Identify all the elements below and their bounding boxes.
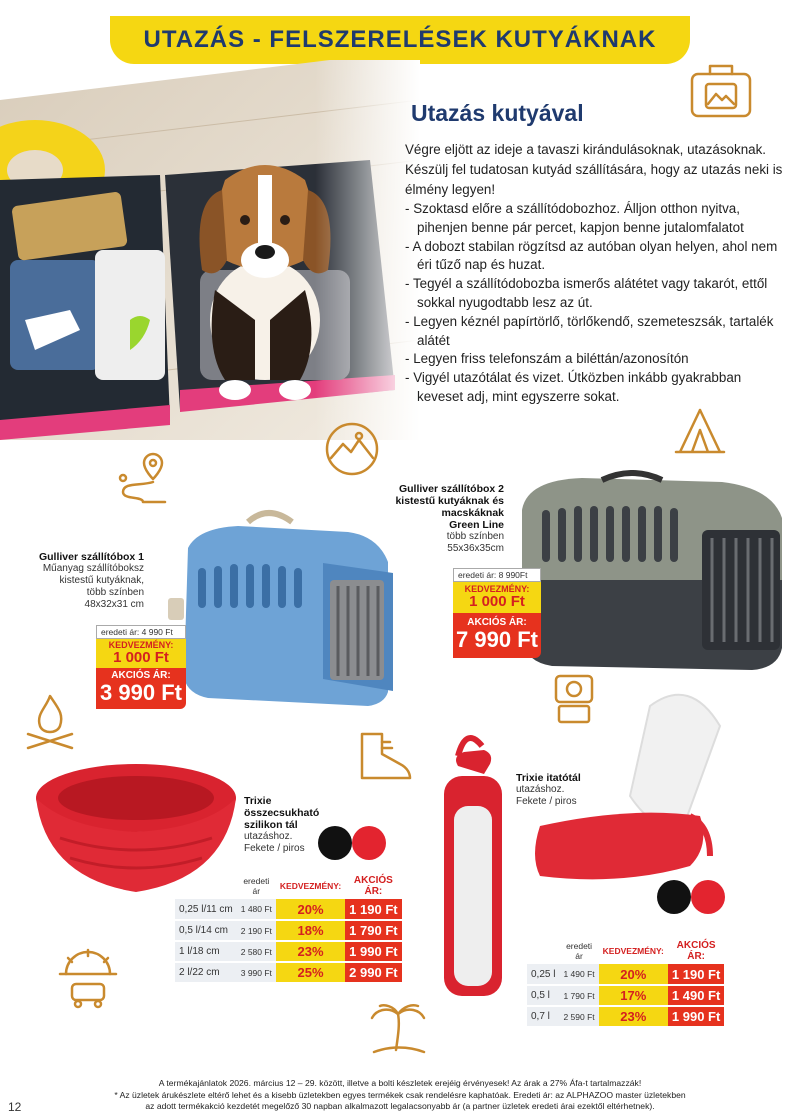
size-cell: 0,5 l/14 cm [175, 920, 237, 941]
original-price-cell: 1 490 Ft [559, 964, 598, 985]
footer-disclaimer [0, 1078, 800, 1113]
sale-price-cell: 2 990 Ft [345, 962, 401, 983]
product-box1-desc-line: 48x32x31 cm [84, 599, 144, 610]
original-price-cell: 1 790 Ft [559, 985, 598, 1006]
product-bowl-name-line: szilikon tál [244, 819, 298, 831]
table-row [527, 985, 724, 1006]
original-price-cell: 3 990 Ft [237, 962, 276, 983]
discount-cell: 25% [276, 962, 345, 983]
discount-cell: 20% [599, 964, 668, 985]
product-box1-desc-line: több színben [86, 587, 144, 598]
product-box1-desc-line: Műanyag szállítóboksz [42, 563, 144, 574]
tips-list [405, 200, 785, 407]
page-title: UTAZÁS - FELSZERELÉSEK KUTYÁKNAK [143, 26, 657, 53]
sale-price-cell: 1 790 Ft [345, 920, 401, 941]
table-row [175, 941, 402, 962]
original-price-cell: 1 480 Ft [237, 899, 276, 920]
col-header-original: eredeti ár [566, 941, 593, 961]
color-swatch-red [352, 826, 386, 860]
tip-item: - Legyen friss telefonszám a biléttán/azonosítón [405, 350, 785, 369]
sale-price-cell: 1 190 Ft [668, 964, 724, 985]
product-bottle-desc-line: Fekete / piros [516, 796, 577, 807]
footer-line: az adott termékakció kezdetét megelőző 30 napban alkalmazott legalacsonyabb ár (a partner üzletek eredeti árai ezektől eltérhetnek). [145, 1101, 655, 1111]
size-cell: 1 l/18 cm [175, 941, 237, 962]
color-swatch-black [657, 880, 691, 914]
bowl-price-table [175, 875, 402, 984]
product-box1-name: Gulliver szállítóbox 1 [38, 551, 144, 563]
discount-label: KEDVEZMÉNY: [464, 584, 530, 594]
sale-price-cell: 1 190 Ft [345, 899, 401, 920]
table-row [527, 964, 724, 985]
original-price: eredeti ár: 4 990 Ft [96, 625, 186, 639]
table-row [175, 920, 402, 941]
color-swatch-red [691, 880, 725, 914]
page-number: 12 [8, 1100, 22, 1114]
product-box1-info [20, 551, 144, 611]
original-price: eredeti ár: 8 990Ft [453, 568, 541, 582]
sale-price-label: AKCIÓS ÁR: [111, 670, 171, 681]
size-cell: 0,7 l [527, 1006, 559, 1027]
discount-value: 1 000 Ft [113, 649, 169, 666]
bottle-price-table [527, 940, 724, 1028]
sale-price-label: AKCIÓS ÁR: [467, 617, 527, 628]
sale-price-box [453, 613, 541, 658]
sale-price-value: 3 990 Ft [100, 680, 182, 705]
size-cell: 0,25 l/11 cm [175, 899, 237, 920]
product-box2-name-line: macskáknak [441, 507, 504, 519]
article-title: Utazás kutyával [411, 100, 584, 126]
product-bowl-name-line: Trixie [244, 795, 272, 807]
original-price-cell: 2 590 Ft [559, 1006, 598, 1027]
col-header-discount: KEDVEZMÉNY: [279, 881, 342, 891]
article-intro: Végre eljött az ideje a tavaszi kirándulásoknak, utazásoknak. Készülj fel tudatosan kutyád szállítására, hogy az utazás neki is élmény legyen! [405, 142, 783, 197]
tent-icon [672, 404, 728, 458]
sale-price-cell: 1 990 Ft [345, 941, 401, 962]
sale-price-cell: 1 490 Ft [668, 985, 724, 1006]
table-row [527, 1006, 724, 1027]
discount-label: KEDVEZMÉNY: [108, 640, 174, 650]
grey-pet-carrier-image [512, 470, 794, 670]
tip-item: - Tegyél a szállítódobozba ismerős alátétet vagy takarót, ettől sokkal nyugodtabb lesz az út. [405, 275, 785, 313]
sale-price-value: 7 990 Ft [456, 627, 538, 652]
table-row [175, 962, 402, 983]
col-header-sale: AKCIÓS ÁR: [676, 940, 716, 962]
mountain-badge-icon [323, 420, 381, 478]
col-header-sale: AKCIÓS ÁR: [353, 875, 393, 897]
tip-item: - Szoktasd előre a szállítódobozhoz. Álljon otthon nyitva, pihenjen benne pár percet, kapjon benne jutalomfalatot [405, 200, 785, 238]
color-swatch-black [318, 826, 352, 860]
price-tag-box2 [453, 568, 541, 658]
product-bowl-desc-line: Fekete / piros [244, 843, 305, 854]
price-tag-box1 [96, 625, 186, 709]
product-box1-desc-line: kistestű kutyáknak, [59, 575, 144, 586]
sale-price-box [96, 668, 186, 709]
product-box2-name-line: Gulliver szállítóbox 2 [398, 483, 504, 495]
discount-cell: 18% [276, 920, 345, 941]
campfire-icon [22, 690, 78, 754]
table-row [175, 899, 402, 920]
sale-price-cell: 1 990 Ft [668, 1006, 724, 1027]
original-price-cell: 2 190 Ft [237, 920, 276, 941]
product-bowl-desc-line: utazáshoz. [244, 831, 293, 842]
original-price-cell: 2 580 Ft [237, 941, 276, 962]
size-cell: 2 l/22 cm [175, 962, 237, 983]
discount-cell: 17% [599, 985, 668, 1006]
suitcase-icon [688, 60, 756, 122]
dog-in-suitcase-illustration [0, 60, 420, 440]
tip-item: - Legyen kéznél papírtörlő, törlőkendő, szemeteszsák, tartalék alátét [405, 313, 785, 351]
footer-line: A termékajánlatok 2026. március 12 – 29. között, illetve a bolti készletek erejéig érvényesek! Az árak a 27% Áfa-t tartalmazzák! [158, 1078, 642, 1088]
discount-value: 1 000 Ft [469, 593, 525, 610]
hero-image [0, 60, 420, 440]
size-cell: 0,5 l [527, 985, 559, 1006]
product-bottle-desc-line: utazáshoz. [516, 784, 565, 795]
palm-island-icon [366, 1000, 430, 1058]
discount-cell: 23% [276, 941, 345, 962]
product-bottle-info [516, 772, 606, 808]
tip-item: - Vigyél utazótálat és vizet. Útközben inkább gyakrabban keveset adj, mint egyszerre sokat. [405, 369, 785, 407]
product-bowl-name-line: összecsukható [244, 807, 320, 819]
discount-cell: 23% [599, 1006, 668, 1027]
discount-box [453, 582, 541, 613]
col-header-original: eredeti ár [243, 876, 270, 896]
tip-item: - A dobozt stabilan rögzítsd az autóban olyan helyen, ahol nem éri tűző nap és huzat. [405, 238, 785, 276]
discount-cell: 20% [276, 899, 345, 920]
discount-box [96, 639, 186, 668]
hiking-boot-icon [354, 728, 416, 784]
col-header-discount: KEDVEZMÉNY: [602, 946, 664, 956]
product-box2-desc-line: 55x36x35cm [447, 543, 504, 554]
footer-line: * Az üzletek árukészlete eltérő lehet és a kisebb üzletekben egyes termékek csak rendelésre kaphatóak. Eredeti ár: az ALPHAZOO master üzletekben [114, 1089, 686, 1100]
header-banner [110, 16, 690, 64]
size-cell: 0,25 l [527, 964, 559, 985]
product-bottle-name: Trixie itatótál [516, 772, 581, 784]
product-box2-info [378, 483, 504, 555]
product-box2-name-line: kistestű kutyáknak és [395, 495, 504, 507]
map-pin-route-icon [115, 450, 169, 506]
product-box2-desc-line: több színben [446, 531, 504, 542]
product-box2-name-line: Green Line [449, 519, 504, 531]
car-sunset-icon [56, 948, 120, 1014]
